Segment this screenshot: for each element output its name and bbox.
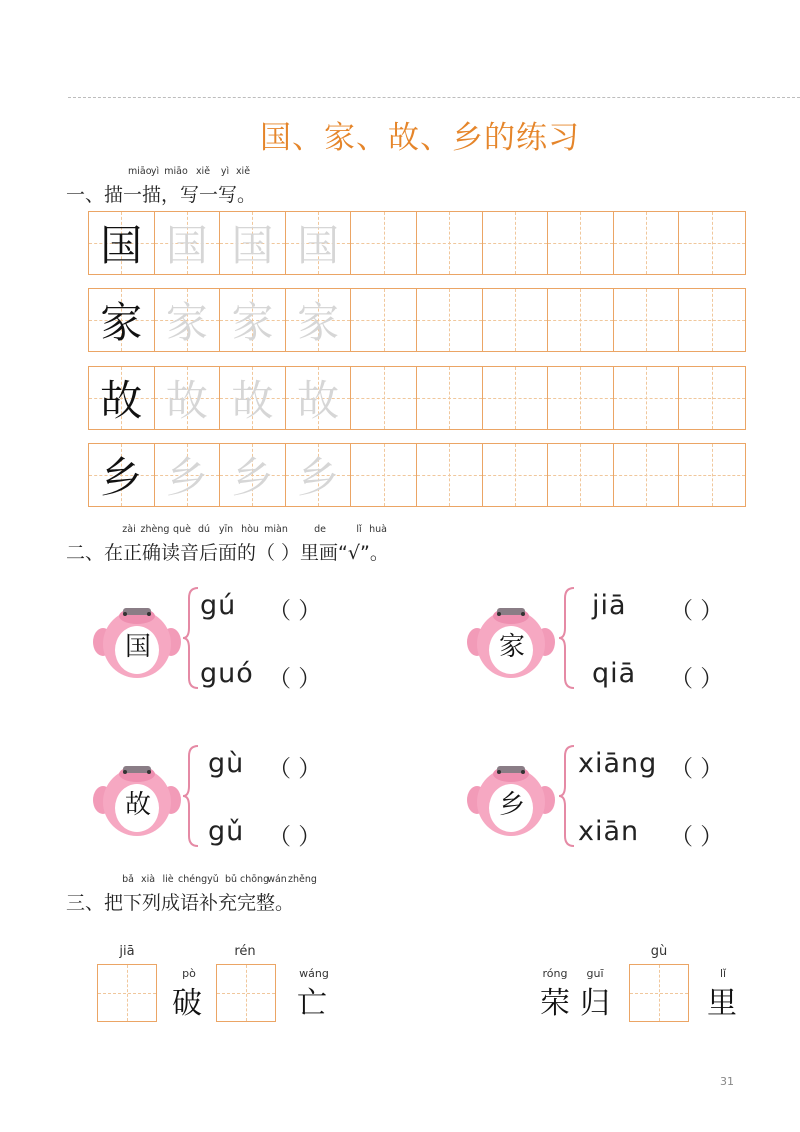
mascot-char: 国 (124, 631, 151, 662)
answer-parentheses[interactable]: （ ） (670, 756, 724, 782)
model-char: 家 (100, 298, 143, 347)
trace-char: 家 (165, 298, 208, 347)
mascot-char-badge (92, 598, 182, 682)
idiom1-box1-pinyin: jiā (119, 944, 135, 959)
section1-heading: 一、描一描，写一写。 (66, 184, 257, 206)
empty-writing-cell[interactable] (614, 367, 680, 429)
idiom2-char3-pinyin: lǐ (719, 967, 727, 980)
model-char-cell (89, 367, 155, 429)
idiom1-char1: 破 (172, 986, 202, 1021)
empty-writing-cell[interactable] (548, 444, 614, 506)
mascot-char: 家 (498, 631, 525, 662)
empty-writing-cell[interactable] (351, 212, 417, 274)
idiom2-answer-box[interactable] (629, 964, 689, 1022)
page-title: 国、家、故、乡的练习 (260, 120, 580, 156)
trace-char: 乡 (297, 453, 340, 502)
curly-brace-icon (182, 744, 200, 848)
idiom1-char1-pinyin: pò (182, 967, 196, 980)
empty-writing-cell[interactable] (351, 367, 417, 429)
idiom1-box2-pinyin: rén (234, 944, 256, 959)
pinyin-option: gù (208, 748, 245, 779)
pinyin-option: xiān (578, 816, 640, 847)
top-dashed-divider (68, 97, 800, 98)
trace-char-cell (220, 212, 286, 274)
trace-char: 故 (165, 376, 208, 425)
section2-pinyin: zài zhèng què dú yīn hòu miàn de lǐ huà (122, 524, 387, 535)
idiom2-char1: 荣 (540, 986, 570, 1021)
answer-parentheses[interactable]: （ ） (670, 598, 724, 624)
mascot-char-badge (92, 756, 182, 840)
answer-parentheses[interactable]: （ ） (268, 824, 322, 850)
empty-writing-cell[interactable] (351, 289, 417, 351)
empty-writing-cell[interactable] (679, 212, 745, 274)
trace-char-cell (155, 444, 221, 506)
answer-parentheses[interactable]: （ ） (268, 756, 322, 782)
empty-writing-cell[interactable] (417, 212, 483, 274)
grid-row (88, 288, 746, 352)
mascot-char: 乡 (498, 789, 525, 820)
trace-char-cell (286, 444, 352, 506)
idiom2-char2: 归 (580, 986, 610, 1021)
model-char: 国 (100, 221, 143, 270)
empty-writing-cell[interactable] (483, 212, 549, 274)
empty-writing-cell[interactable] (679, 289, 745, 351)
empty-writing-cell[interactable] (614, 444, 680, 506)
trace-char-cell (286, 367, 352, 429)
pinyin-option: xiāng (578, 748, 658, 779)
trace-char-cell (220, 444, 286, 506)
idiom2-box-pinyin: gù (650, 944, 668, 959)
empty-writing-cell[interactable] (417, 444, 483, 506)
pinyin-option: gǔ (208, 816, 245, 847)
answer-parentheses[interactable]: （ ） (670, 666, 724, 692)
section3-heading: 三、把下列成语补充完整。 (66, 892, 295, 914)
idiom1-char2: 亡 (297, 986, 327, 1021)
section3-pinyin: bǎ xià liè chéngyǔ bǔ chōngwánzhěng (122, 874, 317, 885)
grid-row (88, 366, 746, 430)
model-char: 乡 (100, 453, 143, 502)
trace-char: 乡 (231, 453, 274, 502)
trace-char-cell (220, 289, 286, 351)
curly-brace-icon (558, 586, 576, 690)
model-char-cell (89, 289, 155, 351)
model-char: 故 (100, 376, 143, 425)
mascot-char: 故 (124, 789, 151, 820)
section2-heading: 二、在正确读音后面的（ ）里画“√”。 (66, 542, 389, 564)
idiom1-answer-box-1[interactable] (97, 964, 157, 1022)
page-number: 31 (720, 1075, 734, 1088)
model-char-cell (89, 444, 155, 506)
trace-char: 故 (297, 376, 340, 425)
empty-writing-cell[interactable] (614, 212, 680, 274)
section1-pinyin: miāoyì miāo xiě yì xiě (128, 166, 251, 177)
empty-writing-cell[interactable] (483, 367, 549, 429)
empty-writing-cell[interactable] (679, 367, 745, 429)
empty-writing-cell[interactable] (548, 367, 614, 429)
trace-char-cell (220, 367, 286, 429)
mascot-char-badge (466, 756, 556, 840)
idiom1-char2-pinyin: wáng (299, 967, 329, 980)
curly-brace-icon (182, 586, 200, 690)
empty-writing-cell[interactable] (548, 289, 614, 351)
pinyin-option: gú (200, 590, 237, 621)
grid-row (88, 211, 746, 275)
trace-char-cell (155, 212, 221, 274)
empty-writing-cell[interactable] (417, 289, 483, 351)
empty-writing-cell[interactable] (483, 289, 549, 351)
mascot-char-badge (466, 598, 556, 682)
empty-writing-cell[interactable] (679, 444, 745, 506)
idiom2-char3: 里 (707, 986, 737, 1021)
answer-parentheses[interactable]: （ ） (268, 598, 322, 624)
trace-char: 家 (297, 298, 340, 347)
trace-char-cell (286, 212, 352, 274)
trace-char-cell (286, 289, 352, 351)
answer-parentheses[interactable]: （ ） (268, 666, 322, 692)
empty-writing-cell[interactable] (548, 212, 614, 274)
pinyin-option: guó (200, 658, 254, 689)
grid-row (88, 443, 746, 507)
pinyin-option: jiā (592, 590, 627, 621)
trace-char: 国 (231, 221, 274, 270)
answer-parentheses[interactable]: （ ） (670, 824, 724, 850)
trace-char-cell (155, 289, 221, 351)
empty-writing-cell[interactable] (483, 444, 549, 506)
idiom2-char2-pinyin: guī (586, 967, 604, 980)
empty-writing-cell[interactable] (417, 367, 483, 429)
trace-char: 国 (165, 221, 208, 270)
trace-char: 家 (231, 298, 274, 347)
trace-char: 乡 (165, 453, 208, 502)
model-char-cell (89, 212, 155, 274)
empty-writing-cell[interactable] (351, 444, 417, 506)
curly-brace-icon (558, 744, 576, 848)
idiom1-answer-box-2[interactable] (216, 964, 276, 1022)
pinyin-option: qiā (592, 658, 637, 689)
trace-char-cell (155, 367, 221, 429)
trace-char: 故 (231, 376, 274, 425)
trace-char: 国 (297, 221, 340, 270)
idiom2-char1-pinyin: róng (542, 967, 568, 980)
empty-writing-cell[interactable] (614, 289, 680, 351)
